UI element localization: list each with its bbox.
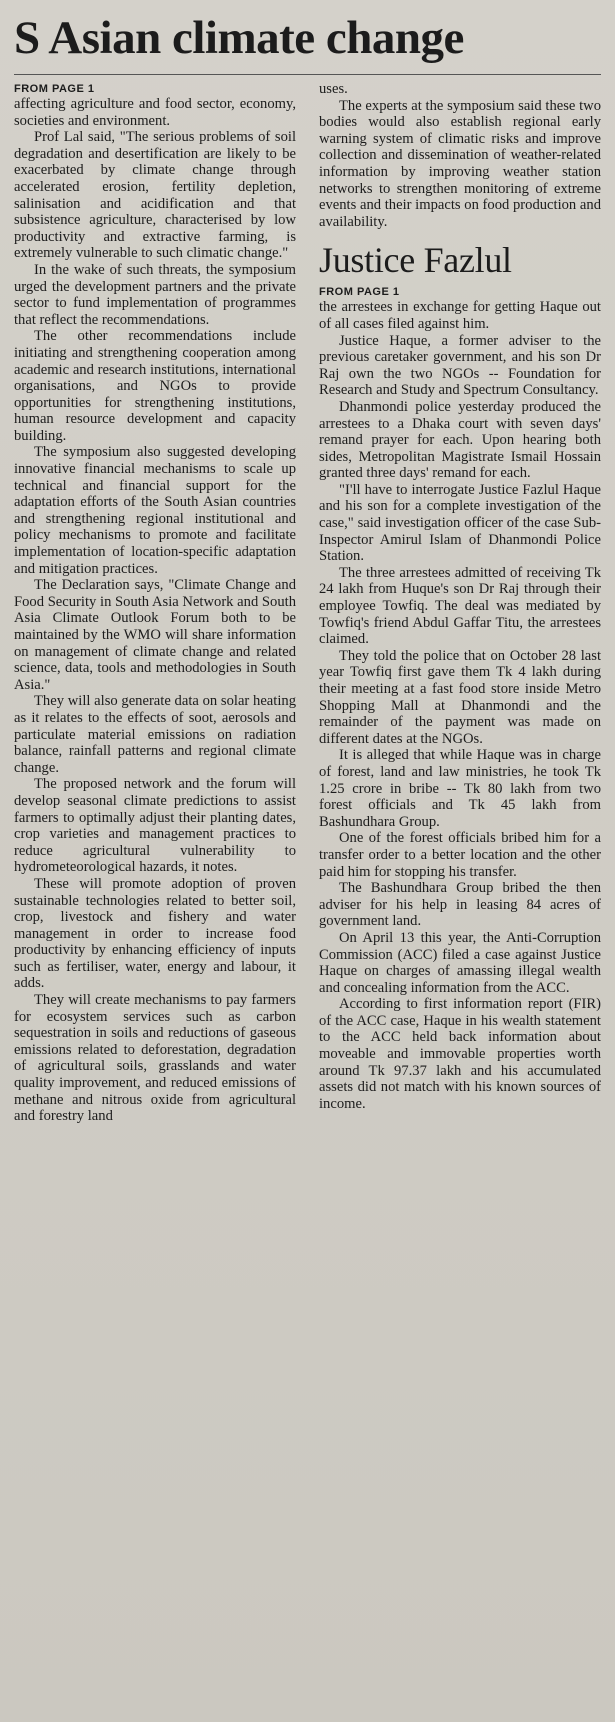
- fazlul-paragraph: Dhanmondi police yesterday produced the arrestees to a Dhaka court with seven days' remand prayer for each. Upon hearing both sides, Metropolitan Magistrate Ismail Hossain granted three days' remand for each.: [319, 398, 601, 482]
- fazlul-paragraph: "I'll have to interrogate Justice Fazlul Haque and his son for a complete investigation of the case," said investigation officer of the case Sub-Inspector Amirul Islam of Dhanmondi Police Station.: [319, 481, 601, 565]
- article-columns: [14, 81, 601, 1125]
- climate-paragraph: The Declaration says, "Climate Change and Food Security in South Asia Network and South Asia Climate Outlook Forum both to be maintained by the WMO will share information on management of climate change and related science, data, tools and methodologies in South Asia.": [14, 577, 296, 693]
- climate-continuation-paragraph: The experts at the symposium said these two bodies would also establish regional early warning system of climatic risks and improve collection and dissemination of weather-related information by improving weather station networks to strengthen monitoring of extreme events and their impacts on food production and availability.: [319, 97, 601, 230]
- climate-continuation-paragraph: uses.: [319, 81, 348, 97]
- fazlul-paragraph: The Bashundhara Group bribed the then adviser for his help in leasing 84 acres of government land.: [319, 880, 601, 930]
- climate-paragraph: These will promote adoption of proven sustainable technologies related to better soil, crop, livestock and fishery and water management in order to increase food productivity by enhancing efficiency of inputs such as fertiliser, water, energy and labour, it adds.: [14, 875, 296, 992]
- climate-paragraph: In the wake of such threats, the symposium urged the development partners and the private sector to fund implementation of programmes that reflect the recommendations.: [14, 261, 296, 328]
- headline-climate-change: S Asian climate change: [14, 8, 601, 75]
- climate-paragraph: The symposium also suggested developing innovative financial mechanisms to scale up technical and financial support for the adaptation efforts of the South Asian countries and strengthening regional institutional and policy mechanisms to promote and facilitate implementation of location-specific adaptation and mitigation practices.: [14, 444, 296, 577]
- fazlul-paragraph: On April 13 this year, the Anti-Corruption Commission (ACC) filed a case against Justice Haque on charges of amassing illegal wealth and concealing information from the ACC.: [319, 929, 601, 996]
- climate-paragraph: Prof Lal said, "The serious problems of soil degradation and desertification are likely to be exacerbated by climate change through accelerated erosion, fertility depletion, salinisation and acidification and that subsistence agriculture, characterised by low productivity and extractive farming, is extremely vulnerable to such climatic change.": [14, 129, 296, 262]
- fazlul-paragraph: They told the police that on October 28 last year Towfiq first gave them Tk 4 lakh during their meeting at a fast food store inside Metro Shopping Mall at Dhanmondi and the remainder of the payment was made on different dates at the NGOs.: [319, 647, 601, 747]
- headline-justice-fazlul: Justice Fazlul: [319, 240, 512, 281]
- climate-paragraph: They will also generate data on solar heating as it relates to the effects of soot, aerosols and particulate material emissions on radiation balance, rainfall patterns and regional climate change.: [14, 693, 296, 776]
- climate-paragraph: They will create mechanisms to pay farmers for ecosystem services such as carbon sequestration in soils and reductions of gaseous emissions related to deforestation, degradation of agricultural soils, grasslands and water quality improvement, and reduced emissions of methane and nitrous oxide from agricultural and forestry land: [14, 992, 296, 1125]
- left-column: [14, 81, 296, 1125]
- kicker-from-page-1: FROM PAGE 1: [14, 83, 95, 95]
- fazlul-paragraph: One of the forest officials bribed him for a transfer order to a better location and the other paid him for stopping his transfer.: [319, 830, 601, 880]
- right-column: [319, 81, 601, 1125]
- fazlul-paragraph: Justice Haque, a former adviser to the previous caretaker government, and his son Dr Raj own the two NGOs -- Foundation for Research and Study and Spectrum Consultancy.: [319, 332, 601, 399]
- fazlul-paragraph: It is alleged that while Haque was in charge of forest, land and law ministries, he took Tk 1.25 crore in bribe -- Tk 80 lakh from two forest officials and Tk 45 lakh from Bashundhara Group.: [319, 747, 601, 830]
- climate-paragraph: The other recommendations include initiating and strengthening cooperation among academic and research institutions, international organisations, and NGOs to provide opportunities for strengthening institutions, human resource development and capacity building.: [14, 328, 296, 444]
- climate-paragraph: The proposed network and the forum will develop seasonal climate predictions to assist farmers to optimally adjust their planting dates, crop varieties and management practices to reduce agricultural vulnerability to hydrometeorological hazards, it notes.: [14, 776, 296, 876]
- climate-paragraph: affecting agriculture and food sector, economy, societies and environment.: [14, 96, 296, 129]
- fazlul-paragraph: The three arrestees admitted of receiving Tk 24 lakh from Huque's son Dr Raj through their employee Towfiq. The deal was mediated by Towfiq's friend Abdul Gaffar Titu, the arrestees claimed.: [319, 564, 601, 648]
- fazlul-paragraph: the arrestees in exchange for getting Haque out of all cases filed against him.: [319, 299, 601, 332]
- fazlul-paragraph: According to first information report (FIR) of the ACC case, Haque in his wealth statement to the ACC held back information about moveable and immovable properties worth around Tk 97.37 lakh and his accumulated assets did not match with his known sources of income.: [319, 996, 601, 1112]
- kicker-from-page-1: FROM PAGE 1: [319, 286, 400, 299]
